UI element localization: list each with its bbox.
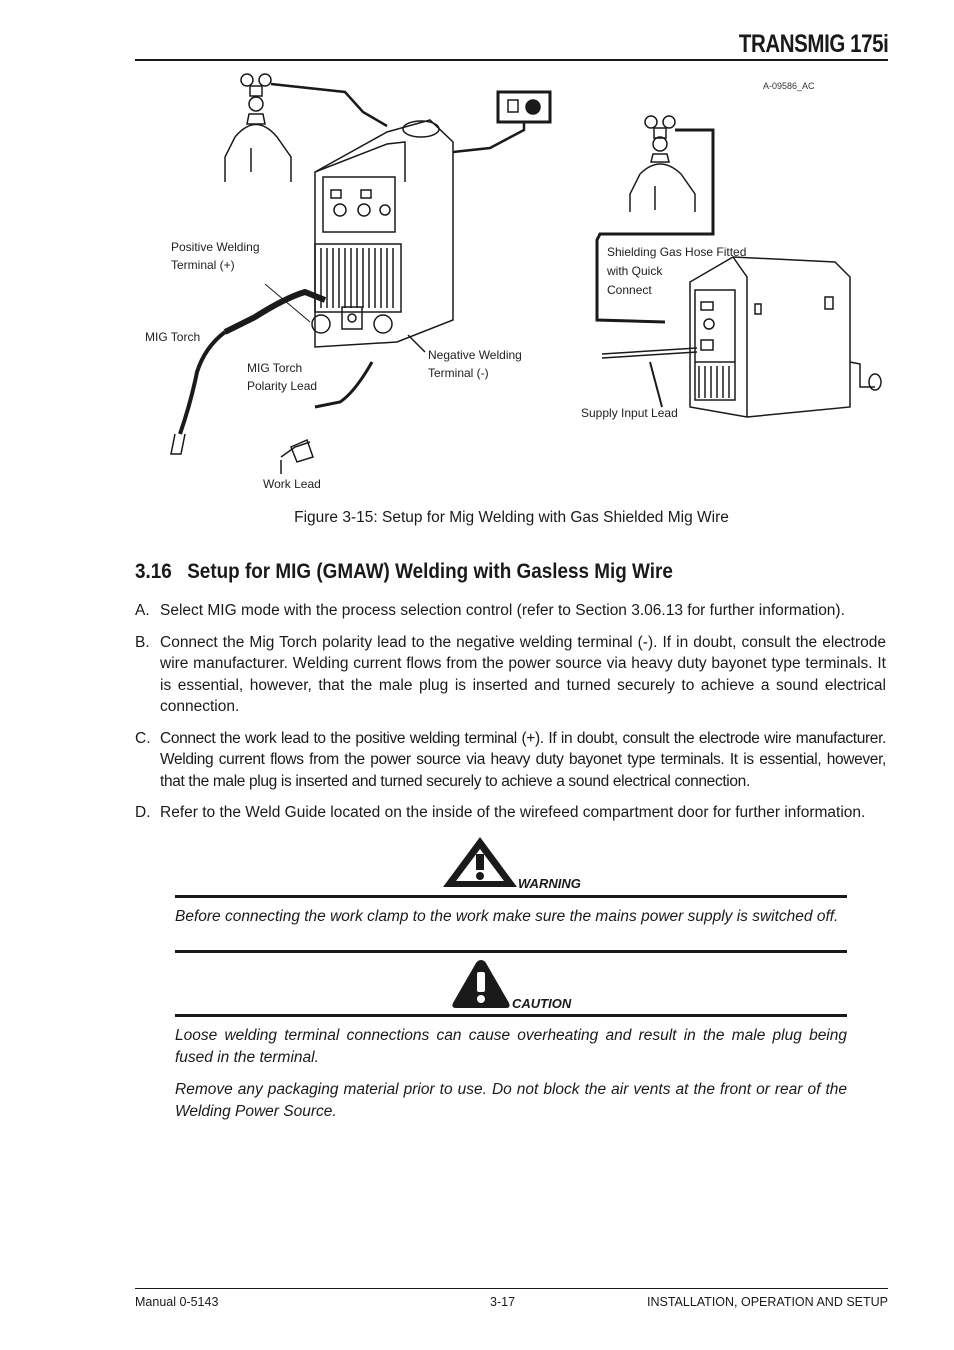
section-number: 3.16 xyxy=(135,560,172,583)
header-rule xyxy=(135,59,888,61)
step-text: Refer to the Weld Guide located on the inside of the wirefeed compartment door for further information. xyxy=(160,804,866,821)
document-header-title: TRANSMIG 175i xyxy=(738,30,888,58)
warning-triangle-icon xyxy=(440,834,520,890)
label-positive-terminal: Positive Welding Terminal (+) xyxy=(171,240,260,272)
footer-page-number: 3-17 xyxy=(490,1295,516,1309)
step-list xyxy=(135,600,886,834)
label-negative-terminal: Negative Welding Terminal (-) xyxy=(428,348,522,380)
label-mig-torch: MIG Torch xyxy=(145,330,201,344)
step-letter: B. xyxy=(135,633,150,651)
warning-top-rule xyxy=(175,895,847,898)
caution-paragraph-1: Loose welding terminal connections can cause overheating and result in the male plug being fused in the terminal. xyxy=(175,1027,847,1066)
warning-text: Before connecting the work clamp to the work make sure the mains power supply is switched off. xyxy=(175,908,839,925)
step-text: Connect the work lead to the positive welding terminal (+). If in doubt, consult the electrode wire manufacturer. Welding current flows from the power source via heavy duty bayonet type terminals. It is essential, however, that the male plug is inserted and turned securely to achieve a sound electrical connection. xyxy=(160,729,886,790)
step-b xyxy=(135,632,886,718)
setup-figure xyxy=(135,62,888,502)
section-title-text: Setup for MIG (GMAW) Welding with Gasless Mig Wire xyxy=(187,560,673,583)
caution-triangle-icon xyxy=(450,957,512,1011)
step-c xyxy=(135,728,886,793)
step-a xyxy=(135,600,886,622)
figure-caption: Figure 3-15: Setup for Mig Welding with Gas Shielded Mig Wire xyxy=(294,509,729,526)
label-polarity-lead: MIG Torch Polarity Lead xyxy=(247,361,318,393)
welder-setup-illustration xyxy=(135,62,888,502)
warning-label: WARNING xyxy=(518,876,581,891)
step-letter: A. xyxy=(135,602,150,619)
warning-bottom-rule xyxy=(175,950,847,953)
label-gas-hose: Shielding Gas Hose Fitted with Quick Connect xyxy=(607,245,747,297)
gas-cylinder-left xyxy=(225,74,291,182)
footer-rule xyxy=(135,1288,888,1289)
caution-label: CAUTION xyxy=(512,996,572,1011)
step-d xyxy=(135,802,886,824)
figure-code: A-09586_AC xyxy=(763,81,815,91)
footer-manual-number: Manual 0-5143 xyxy=(135,1295,219,1309)
step-letter: D. xyxy=(135,804,151,821)
section-heading xyxy=(135,560,673,584)
caution-rule xyxy=(175,1014,847,1017)
footer-section-name: INSTALLATION, OPERATION AND SETUP xyxy=(646,1295,888,1309)
step-letter: C. xyxy=(135,729,151,747)
caution-paragraph-2: Remove any packaging material prior to use. Do not block the air vents at the front or rear of the Welding Power Source. xyxy=(175,1081,847,1120)
welder-main-unit xyxy=(312,120,453,347)
step-text: Select MIG mode with the process selection control (refer to Section 3.06.13 for further information). xyxy=(160,602,845,619)
label-work-lead: Work Lead xyxy=(263,477,321,491)
step-text: Connect the Mig Torch polarity lead to the negative welding terminal (-). If in doubt, consult the electrode wire manufacturer. Welding current flows from the power source via heavy duty bayonet type terminals. It is essential, however, that the male plug is inserted and turned securely to achieve a sound electrical connection. xyxy=(160,633,886,715)
label-supply-lead: Supply Input Lead xyxy=(581,406,678,420)
